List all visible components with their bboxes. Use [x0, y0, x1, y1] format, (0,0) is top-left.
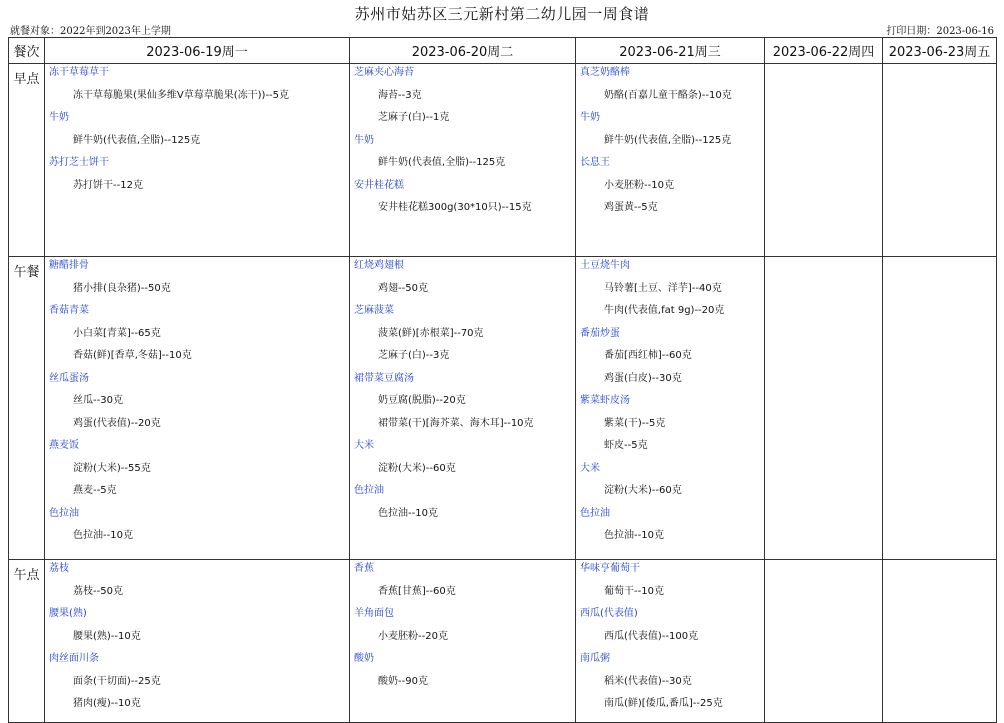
dish-name: 华味亨葡萄干 [580, 563, 640, 574]
ingredient-line: 色拉油--10克 [73, 530, 133, 541]
page-title: 苏州市姑苏区三元新村第二幼儿园一周食谱 [354, 5, 650, 23]
dish-name: 土豆烧牛肉 [580, 260, 630, 271]
dish-name: 真芝奶酪棒 [580, 67, 630, 78]
dish-name: 荔枝 [49, 563, 69, 574]
dish-name: 香蕉 [354, 563, 374, 574]
dish-name: 芝麻菠菜 [354, 305, 394, 316]
ingredient-line: 香蕉[甘蕉]--60克 [378, 585, 456, 597]
dish-name: 羊角面包 [354, 608, 394, 619]
meal-name: 午餐 [9, 257, 45, 560]
ingredient-line: 丝瓜--30克 [73, 395, 123, 406]
menu-cell [350, 560, 576, 723]
ingredient-line: 小麦胚粉--20克 [378, 630, 448, 642]
menu-cell [765, 257, 883, 560]
dish-name: 香菇青菜 [49, 305, 89, 316]
ingredient-line: 色拉油--10克 [604, 530, 664, 541]
ingredient-line: 香菇(鲜)[香草,冬菇]--10克 [73, 350, 192, 361]
menu-cell [576, 64, 765, 257]
meal-name: 午点 [9, 560, 45, 723]
dish-name: 丝瓜蛋汤 [49, 372, 89, 384]
dish-name: 番茄炒蛋 [580, 327, 620, 339]
ingredient-line: 南瓜(鲜)[倭瓜,番瓜]--25克 [604, 698, 723, 709]
ingredient-line: 鲜牛奶(代表值,全脂)--125克 [604, 134, 732, 146]
ingredient-line: 猪小排(良杂猪)--50克 [73, 282, 171, 294]
table-header-row [9, 38, 997, 64]
ingredient-line: 安井桂花糕300g(30*10只)--15克 [378, 202, 532, 213]
dish-name: 紫菜虾皮汤 [580, 395, 630, 406]
menu-cell [45, 64, 350, 257]
ingredient-line: 荔枝--50克 [73, 585, 123, 597]
dish-name: 安井桂花糕 [354, 179, 404, 191]
dish-name: 糖醋排骨 [49, 260, 89, 271]
menu-cell [576, 257, 765, 560]
target-group-label: 就餐对象：2022年到2023年上学期 [10, 26, 171, 37]
ingredient-line: 西瓜(代表值)--100克 [604, 630, 699, 642]
ingredient-line: 淀粉(大米)--60克 [378, 462, 456, 474]
ingredient-line: 苏打饼干--12克 [73, 179, 143, 191]
meal-column-header: 餐次 [9, 38, 45, 64]
dish-name: 牛奶 [580, 112, 600, 123]
dish-name: 肉丝面川条 [49, 653, 99, 664]
ingredient-line: 腰果(熟)--10克 [73, 630, 141, 642]
day-header: 2023-06-21周三 [576, 38, 765, 64]
menu-cell [883, 560, 997, 723]
ingredient-line: 小白菜[青菜]--65克 [73, 327, 161, 339]
dish-name: 裙带菜豆腐汤 [354, 372, 414, 384]
ingredient-line: 鸡翅--50克 [378, 282, 428, 294]
ingredient-line: 淀粉(大米)--55克 [73, 462, 151, 474]
ingredient-line: 海苔--3克 [378, 89, 422, 101]
day-header: 2023-06-20周二 [350, 38, 576, 64]
dish-name: 长息王 [580, 157, 610, 168]
dish-name: 西瓜(代表值) [580, 608, 638, 619]
day-header: 2023-06-19周一 [45, 38, 350, 64]
dish-name: 苏打芝士饼干 [49, 157, 109, 168]
ingredient-line: 鲜牛奶(代表值,全脂)--125克 [73, 134, 201, 146]
dish-name: 牛奶 [49, 112, 69, 123]
menu-cell [576, 560, 765, 723]
ingredient-line: 紫菜(干)--5克 [604, 417, 666, 429]
dish-name: 南瓜粥 [580, 653, 610, 664]
ingredient-line: 鸡蛋黄--5克 [604, 202, 658, 213]
ingredient-line: 猪肉(瘦)--10克 [73, 698, 141, 709]
dish-name: 色拉油 [354, 485, 384, 496]
ingredient-line: 淀粉(大米)--60克 [604, 485, 682, 496]
meal-row-lunch [9, 257, 997, 560]
meal-name: 早点 [9, 64, 45, 257]
dish-name: 冻干草莓草干 [49, 67, 109, 78]
ingredient-line: 裙带菜(干)[海芥菜、海木耳]--10克 [378, 417, 534, 429]
ingredient-line: 稻米(代表值)--30克 [604, 675, 692, 687]
menu-cell [883, 64, 997, 257]
dish-name: 腰果(熟) [49, 608, 87, 619]
dish-name: 色拉油 [580, 507, 610, 519]
dish-name: 牛奶 [354, 134, 374, 146]
meal-row-breakfast [9, 64, 997, 257]
ingredient-line: 奶豆腐(脱脂)--20克 [378, 395, 466, 406]
menu-cell [765, 64, 883, 257]
ingredient-line: 鲜牛奶(代表值,全脂)--125克 [378, 157, 506, 168]
ingredient-line: 燕麦--5克 [73, 485, 117, 496]
menu-cell [45, 560, 350, 723]
ingredient-line: 葡萄干--10克 [604, 585, 664, 597]
ingredient-line: 番茄[西红柿]--60克 [604, 350, 692, 361]
meal-row-afternoon-snack [9, 560, 997, 723]
menu-cell [350, 64, 576, 257]
print-date-label: 打印日期：2023-06-16 [886, 26, 994, 37]
menu-cell [883, 257, 997, 560]
day-header: 2023-06-22周四 [765, 38, 883, 64]
ingredient-line: 虾皮--5克 [604, 440, 648, 451]
menu-cell [45, 257, 350, 560]
dish-name: 大米 [354, 440, 374, 451]
ingredient-line: 鸡蛋(代表值)--20克 [73, 417, 161, 429]
menu-cell [350, 257, 576, 560]
ingredient-line: 马铃薯[土豆、洋芋]--40克 [604, 282, 722, 294]
ingredient-line: 酸奶--90克 [378, 675, 428, 687]
ingredient-line: 冻干草莓脆果(果仙多维V草莓草脆果(冻干))--5克 [73, 89, 290, 101]
dish-name: 大米 [580, 462, 600, 474]
ingredient-line: 芝麻子(白)--3克 [378, 350, 450, 361]
ingredient-line: 奶酪(百嘉儿童干酪条)--10克 [604, 89, 732, 101]
dish-name: 燕麦饭 [49, 440, 79, 451]
day-header: 2023-06-23周五 [883, 38, 997, 64]
dish-name: 红烧鸡翅根 [354, 260, 404, 271]
weekly-menu-table [8, 37, 997, 723]
dish-name: 酸奶 [354, 653, 374, 664]
ingredient-line: 牛肉(代表值,fat 9g)--20克 [604, 305, 725, 316]
ingredient-line: 色拉油--10克 [378, 507, 438, 519]
ingredient-line: 鸡蛋(白皮)--30克 [604, 372, 682, 384]
ingredient-line: 小麦胚粉--10克 [604, 179, 674, 191]
ingredient-line: 芝麻子(白)--1克 [378, 112, 450, 123]
dish-name: 色拉油 [49, 507, 79, 519]
menu-cell [765, 560, 883, 723]
dish-name: 芝麻夹心海苔 [354, 67, 414, 78]
ingredient-line: 菠菜(鲜)[赤根菜]--70克 [378, 327, 484, 339]
ingredient-line: 面条(干切面)--25克 [73, 675, 161, 687]
